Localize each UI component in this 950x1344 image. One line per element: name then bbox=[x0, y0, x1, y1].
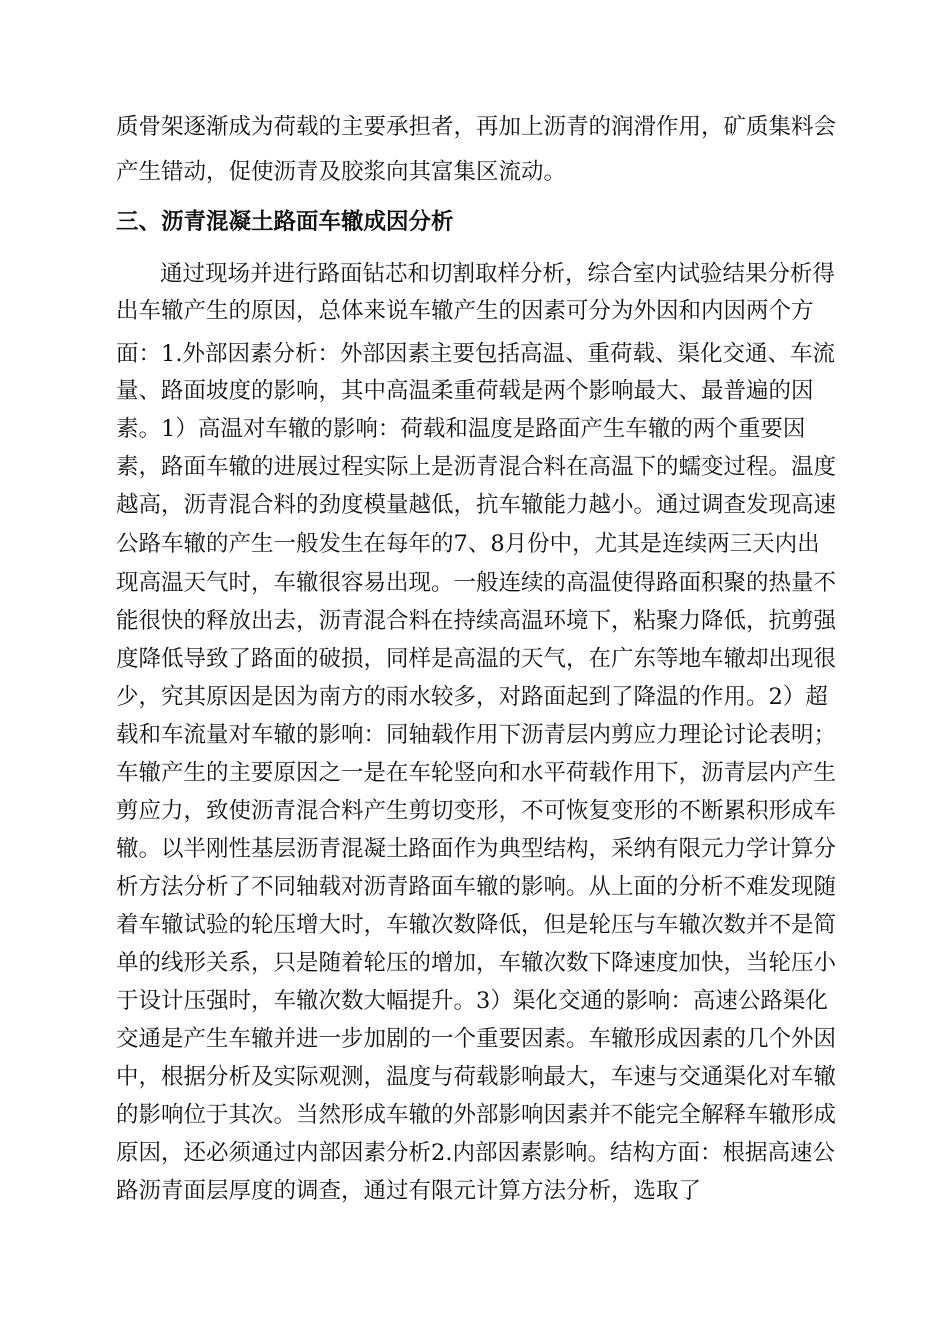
body-line-2: 出车辙产生的原因，总体来说车辙产生的因素可分为外因和内因两个方 bbox=[116, 298, 814, 324]
body-line-10: 能很快的释放出去，沥青混合料在持续高温环境下，粘聚力降低，抗剪强 bbox=[116, 608, 837, 634]
body-line-6: 素，路面车辙的进展过程实际上是沥青混合料在高温下的蠕变过程。温度 bbox=[116, 454, 837, 480]
intro-line-2: 产生错动，促使沥青及胶浆向其富集区流动。 bbox=[116, 159, 567, 185]
body-line-12: 少，究其原因是因为南方的雨水较多，对路面起到了降温的作用。2）超 bbox=[116, 684, 828, 710]
body-line-25: 路沥青面层厚度的调查，通过有限元计算方法分析，选取了 bbox=[116, 1178, 702, 1204]
body-line-1: 通过现场并进行路面钻芯和切割取样分析，综合室内试验结果分析得 bbox=[160, 261, 836, 287]
body-line-17: 析方法分析了不同轴载对沥青路面车辙的影响。从上面的分析不难发现随 bbox=[116, 874, 837, 900]
body-line-22: 中，根据分析及实际观测，温度与荷载影响最大，车速与交通渠化对车辙 bbox=[116, 1064, 837, 1090]
body-line-9: 现高温天气时，车辙很容易出现。一般连续的高温使得路面积聚的热量不 bbox=[116, 570, 837, 596]
body-line-21: 交通是产生车辙并进一步加剧的一个重要因素。车辙形成因素的几个外因 bbox=[116, 1026, 837, 1052]
body-line-4: 量、路面坡度的影响，其中高温柔重荷载是两个影响最大、最普遍的因 bbox=[116, 378, 814, 404]
section-heading: 三、沥青混凝土路面车辙成因分析 bbox=[116, 209, 454, 235]
body-line-20: 于设计压强时，车辙次数大幅提升。3）渠化交通的影响：高速公路渠化 bbox=[116, 988, 828, 1014]
body-line-19: 单的线形关系，只是随着轮压的增加，车辙次数下降速度加快，当轮压小 bbox=[116, 950, 837, 976]
body-line-18: 着车辙试验的轮压增大时，车辙次数降低，但是轮压与车辙次数并不是简 bbox=[116, 912, 837, 938]
body-line-8: 公路车辙的产生一般发生在每年的7、8月份中，尤其是连续两三天内出 bbox=[116, 531, 820, 557]
body-line-23: 的影响位于其次。当然形成车辙的外部影响因素并不能完全解释车辙形成 bbox=[116, 1102, 837, 1128]
body-line-15: 剪应力，致使沥青混合料产生剪切变形，不可恢复变形的不断累积形成车 bbox=[116, 798, 837, 824]
body-line-14: 车辙产生的主要原因之一是在车轮竖向和水平荷载作用下，沥青层内产生 bbox=[116, 760, 837, 786]
body-line-3: 面：1.外部因素分析：外部因素主要包括高温、重荷载、渠化交通、车流 bbox=[116, 341, 835, 367]
intro-line-1: 质骨架逐渐成为荷载的主要承担者，再加上沥青的润滑作用，矿质集料会 bbox=[116, 114, 837, 140]
body-line-24: 原因，还必须通过内部因素分析2.内部因素影响。结构方面：根据高速公 bbox=[116, 1140, 835, 1166]
body-line-11: 度降低导致了路面的破损，同样是高温的天气，在广东等地车辙却出现很 bbox=[116, 646, 837, 672]
body-line-5: 素。1）高温对车辙的影响：荷载和温度是路面产生车辙的两个重要因 bbox=[116, 416, 806, 442]
body-line-7: 越高，沥青混合料的劲度模量越低，抗车辙能力越小。通过调查发现高速 bbox=[116, 492, 837, 518]
body-line-16: 辙。以半刚性基层沥青混凝土路面作为典型结构，采纳有限元力学计算分 bbox=[116, 836, 837, 862]
body-line-13: 载和车流量对车辙的影响：同轴载作用下沥青层内剪应力理论讨论表明； bbox=[116, 722, 837, 748]
